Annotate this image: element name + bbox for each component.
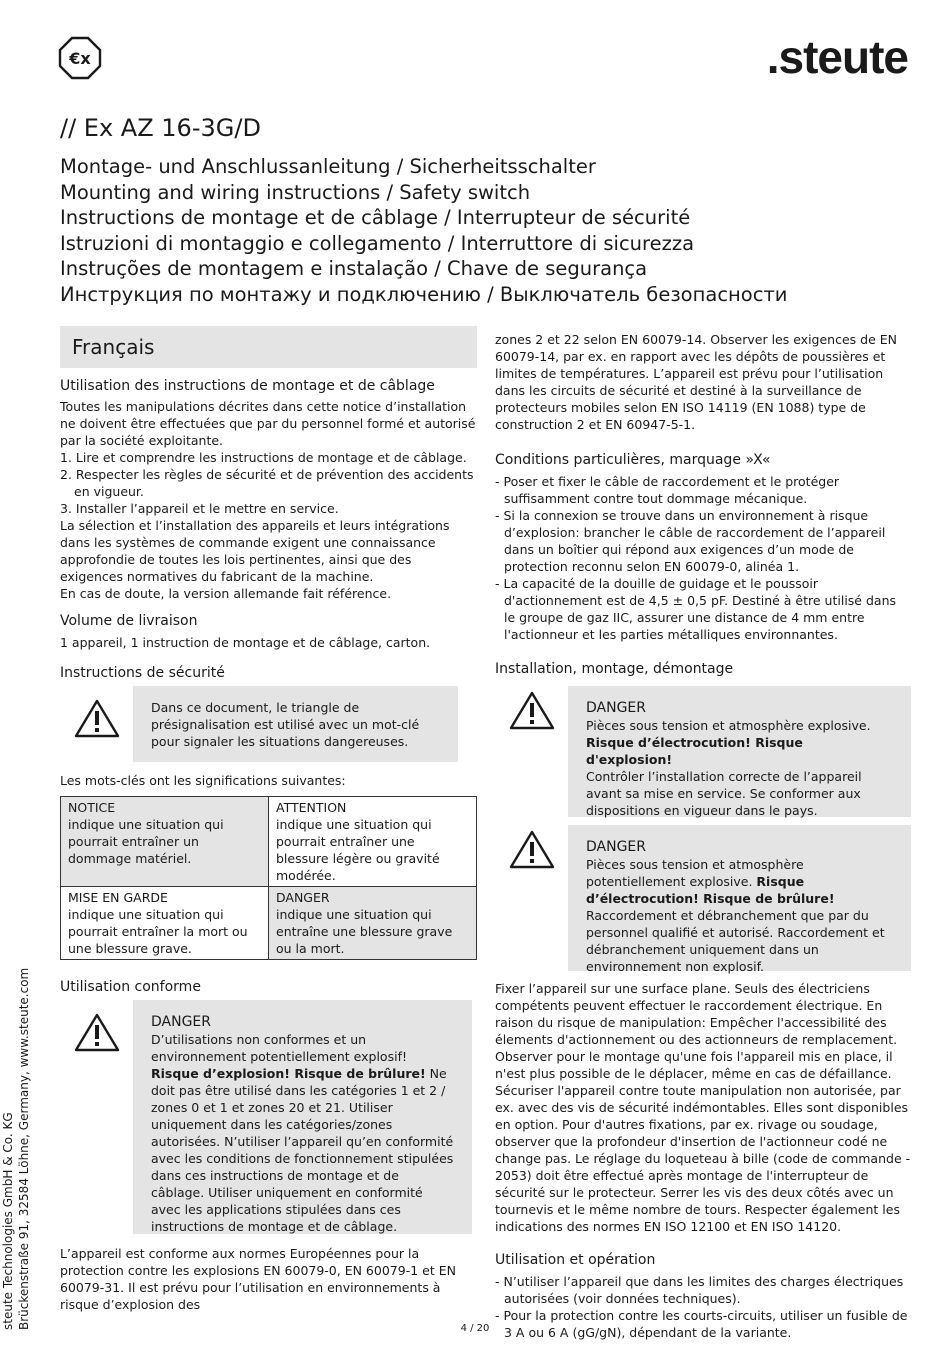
right-column (495, 331, 911, 1341)
section-title-installation: Installation, montage, démontage (495, 661, 734, 677)
paragraph: zones 2 et 22 selon EN 60079-14. Observer les exigences de EN 60079-14, par ex. en rapport avec les dépôts de poussières et limites de températures. L’appareil est prévu pour l’utilisation dans les circuits de sécurité et destiné à la surveillance de protecteurs mobiles selon EN ISO 14119 (EN 1088) type de construction 2 et EN 60947-5-1. (495, 332, 897, 432)
brand-logo: .steute (766, 31, 908, 83)
subtitle-en: Mounting and wiring instructions / Safety switch (60, 180, 531, 204)
warning-triangle-icon (509, 829, 555, 869)
danger-box: DANGER Pièces sous tension et atmosphère explosive. Risque d’électrocution! Risque d'explosion! Contrôler l’installation correcte de l’appareil avant sa mise en service. Se conformer aux dispositions en vigueur dans le pays. (568, 686, 911, 817)
table-cell-danger: DANGER indique une situation qui entraîne une blessure grave ou la mort. (269, 887, 477, 960)
table-cell-notice: NOTICE indique une situation qui pourrait entraîner un dommage matériel. (61, 797, 269, 887)
company-address: Brückenstraße 91, 32584 Löhne, Germany, www.steute.com (17, 967, 31, 1330)
signal-word-table (60, 796, 477, 960)
section-title-special-conditions: Conditions particulières, marquage »X« (495, 452, 771, 468)
danger-box: DANGER D’utilisations non conformes et un environnement potentiellement explosif! Risque d’explosion! Risque de brûlure! Ne doit pas être utilisé dans les catégories 1 et 2 / zones 0 et 1 et zones 20 et 21. Utiliser uniquement dans les catégories/zones autorisées. N’utiliser l’appareil qu’en conformité avec les conditions de fonctionnement stipulées dans ces instructions de montage et de câblage. Utiliser uniquement en conformité avec les applications stipulées dans ces instructions de montage et de câblage. (133, 1000, 472, 1234)
section-title-use-operation: Utilisation et opération (495, 1252, 656, 1268)
table-row (61, 797, 477, 887)
subtitle-pt: Instruções de montagem e instalação / Chave de segurança (60, 257, 648, 280)
danger-label: DANGER (151, 1014, 212, 1030)
section-title-intended-use: Utilisation conforme (60, 979, 201, 995)
danger-note (495, 686, 911, 825)
list-item: 3. Installer l’appareil et le mettre en service. (60, 501, 339, 516)
danger-label: DANGER (586, 839, 647, 855)
table-cell-attention: ATTENTION indique une situation qui pourrait entraîner une blessure légère ou gravité modérée. (269, 797, 477, 887)
left-column (60, 326, 477, 1313)
language-heading: Français (60, 326, 477, 368)
company-name: steute Technologies GmbH & Co. KG (1, 1112, 15, 1330)
section-title-safety: Instructions de sécurité (60, 665, 225, 681)
paragraph: 1 appareil, 1 instruction de montage et de câblage, carton. (60, 635, 431, 650)
svg-text:€x: €x (69, 49, 91, 68)
subtitle-de: Montage- und Anschlussanleitung / Sicherheitsschalter (60, 155, 596, 178)
warning-triangle-icon (74, 698, 120, 738)
list-item: - La capacité de la douille de guidage et le poussoir d'actionnement est de 4,5 ± 0,5 pF. Destiné à être utilisé dans le groupe de gaz IIC, assurer une distance de 4 mm entre l'actionneur et les parties métalliques environnantes. (495, 576, 897, 642)
subtitle-it: Istruzioni di montaggio e collegamento / Interruttore di sicurezza (60, 231, 695, 255)
document-title: // Ex AZ 16-3G/D (60, 114, 261, 142)
table-cell-mise-en-garde: MISE EN GARDE indique une situation qui pourrait entraîner la mort ou une blessure grave. (61, 887, 269, 960)
danger-note (60, 1000, 477, 1245)
list-item: - Pour la protection contre les courts-circuits, utiliser un fusible de 3 A ou 6 A (gG/gN), dépendant de la variante. (495, 1308, 908, 1340)
ex-explosion-protection-icon (58, 36, 102, 80)
danger-box: DANGER Pièces sous tension et atmosphère potentiellement explosive. Risque d’électrocution! Risque de brûlure! Raccordement et débranchement que par du personnel qualifié et autorisé. Raccordement et débranchement uniquement dans un environnement non explosif. (568, 825, 911, 971)
table-row (61, 887, 477, 960)
danger-label: DANGER (586, 700, 647, 716)
warning-note (60, 686, 477, 772)
paragraph: En cas de doute, la version allemande fait référence. (60, 586, 392, 601)
section-title-instructions: Utilisation des instructions de montage et de câblage (60, 378, 435, 394)
list-item: - Poser et fixer le câble de raccordement et le protéger suffisamment contre tout dommage mécanique. (495, 474, 840, 506)
page-number: 4 / 20 (460, 1323, 490, 1334)
section-title-delivery: Volume de livraison (60, 613, 198, 629)
warning-triangle-icon (74, 1012, 120, 1052)
warning-triangle-icon (509, 690, 555, 730)
subtitle-list (60, 154, 920, 307)
paragraph: Toutes les manipulations décrites dans cette notice d’installation ne doivent être effectuées que par du personnel formé et autorisé par la société exploitante. (60, 399, 476, 448)
subtitle-ru: Инструкция по монтажу и подключению / Выключатель безопасности (60, 282, 788, 306)
list-item: 1. Lire et comprendre les instructions de montage et de câblage. (60, 450, 467, 465)
list-item: 2. Respecter les règles de sécurité et de prévention des accidents en vigueur. (60, 467, 474, 499)
list-item: - Si la connexion se trouve dans un environnement à risque d’explosion: brancher le câble de raccordement de l’appareil dans un boîtier qui répond aux exigences d’un mode de protection reconnu selon EN 60079-0, alinéa 1. (495, 508, 886, 574)
paragraph: Les mots-clés ont les significations suivantes: (60, 773, 346, 788)
paragraph: Fixer l’appareil sur une surface plane. Seuls des électriciens compétents peuvent effectuer le raccordement électrique. En raison du risque de manipulation: Empêcher l'accessibilité des élements d'actionnement ou des actionneurs de remplacement. Observer pour le montage qu'une fois l'appareil mis en place, il n'est plus possible de le déplacer, même en cas de défaillance. Sécuriser l'appareil contre toute manipulation non autorisée, par ex. avec des vis de sécurité indémontables. Elles sont disponibles en option. Pour d'autres fixations, par ex. rivage ou soudage, observer que la profondeur d'insertion de l'actionneur codé ne change pas. Le réglage du loqueteau à bille (code de commande - 2053) doit être effectué après montage de l'interrupteur de sécurité sur le protecteur. Serrer les vis des deux côtés avec un tournevis et le même nombre de tours. Respecter également les indications des normes EN ISO 12100 et EN ISO 14120. (495, 981, 911, 1234)
company-sidebar (0, 967, 32, 1330)
paragraph: L’appareil est conforme aux normes Européennes pour la protection contre les explosions EN 60079-0, EN 60079-1 et EN 60079-31. Il est prévu pour l’utilisation en environnements à risque d’explosion des (60, 1246, 456, 1312)
list-item: - N’utiliser l’appareil que dans les limites des charges électriques autorisées (voir données techniques). (495, 1274, 904, 1306)
paragraph: La sélection et l’installation des appareils et leurs intégrations dans les systèmes de commande exigent une connaissance approfondie de toutes les lois pertinentes, ainsi que des exigences normatives du fabricant de la machine. (60, 518, 450, 584)
danger-note (495, 825, 911, 980)
subtitle-fr: Instructions de montage et de câblage / Interrupteur de sécurité (60, 206, 691, 229)
warning-box: Dans ce document, le triangle de présignalisation est utilisé avec un mot-clé pour signaler les situations dangereuses. (133, 686, 458, 762)
